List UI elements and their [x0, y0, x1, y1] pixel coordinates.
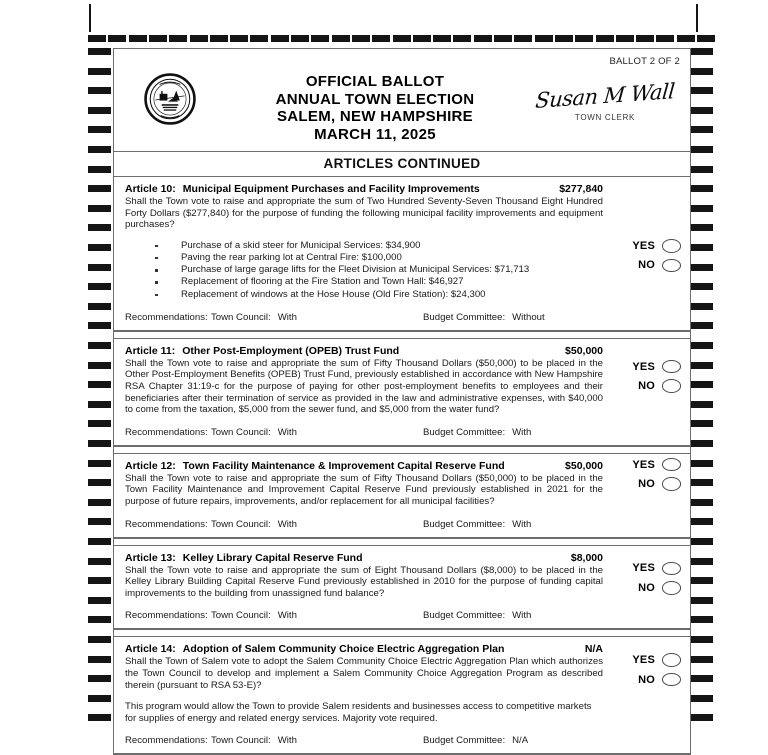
timing-mark	[88, 695, 111, 702]
town-council-value: With	[277, 518, 297, 530]
vote-row-yes[interactable]	[613, 239, 681, 253]
timing-mark	[690, 440, 713, 447]
budget-committee-label: Budget Committee:	[423, 426, 506, 438]
article-bullet-item: Purchase of a skid steer for Municipal Services: $34,900	[155, 240, 603, 252]
timing-mark	[413, 35, 431, 42]
timing-mark	[690, 87, 713, 94]
vote-oval-no[interactable]	[662, 259, 681, 273]
town-council-value: With	[277, 735, 297, 747]
town-council-label: Town Council:	[211, 311, 271, 323]
ballot-title-block	[220, 71, 530, 143]
title-line-2: ANNUAL TOWN ELECTION	[275, 90, 475, 108]
article-amount: $277,840	[559, 183, 603, 195]
timing-mark	[88, 558, 111, 565]
article-separator	[114, 629, 690, 637]
article-number: Article 13:	[125, 551, 176, 564]
timing-mark	[690, 636, 713, 643]
articles-list	[114, 177, 690, 754]
timing-mark	[690, 499, 713, 506]
timing-mark	[690, 68, 713, 75]
timing-mark	[690, 107, 713, 114]
timing-mark	[555, 35, 573, 42]
article-heading	[125, 183, 603, 196]
recommendations-label: Recommendations:	[125, 426, 208, 438]
budget-committee-recommendation	[423, 312, 603, 323]
timing-mark	[690, 460, 713, 467]
town-clerk-signature-block	[530, 71, 680, 122]
article-heading	[125, 345, 603, 358]
budget-committee-recommendation	[423, 735, 603, 746]
timing-mark	[690, 185, 713, 192]
article-amount: $8,000	[570, 551, 603, 564]
town-council-label: Town Council:	[211, 426, 271, 438]
timing-mark	[88, 224, 111, 231]
vote-options-group	[613, 458, 681, 497]
timing-mark	[149, 35, 167, 42]
timing-mark	[690, 126, 713, 133]
recommendations-row	[125, 427, 681, 438]
timing-mark	[88, 205, 111, 212]
town-council-recommendation	[211, 519, 423, 530]
timing-mark	[690, 558, 713, 565]
timing-mark	[690, 381, 713, 388]
timing-mark	[690, 675, 713, 682]
vote-row-no[interactable]	[613, 673, 681, 687]
article-number: Article 14:	[125, 643, 176, 656]
timing-mark	[690, 695, 713, 702]
article-12	[114, 454, 690, 538]
vote-oval-no[interactable]	[662, 477, 681, 491]
timing-mark	[690, 342, 713, 349]
vote-options-group	[613, 360, 681, 399]
article-14	[114, 637, 690, 754]
article-heading	[125, 460, 603, 473]
article-separator	[114, 331, 690, 339]
vote-row-yes[interactable]	[613, 562, 681, 576]
timing-mark	[690, 48, 713, 55]
timing-mark	[690, 538, 713, 545]
article-amount: N/A	[584, 643, 603, 656]
timing-mark	[291, 35, 309, 42]
vote-label-yes: YES	[632, 654, 655, 667]
article-text: Shall the Town vote to raise and appropriate the sum of Eight Thousand Dollars ($8,000) to be placed in the Kelley Library Building Capital Reserve Fund previously established in 2010 for the purpose of funding capital improvements to the building from unassigned fund balance?	[125, 564, 603, 599]
title-line-4: MARCH 11, 2025	[314, 125, 436, 143]
article-bullet-item: Replacement of windows at the Hose House (Old Fire Station): $24,300	[155, 289, 603, 301]
timing-mark	[690, 479, 713, 486]
article-text: Shall the Town vote to raise and appropriate the sum of Two Hundred Seventy-Seven Thousand Eight Hundred Forty Dollars ($277,840) for the purpose of funding the following municipal facility improvements and equipment purchases?	[125, 196, 603, 231]
vote-label-no: NO	[638, 259, 655, 272]
vote-oval-yes[interactable]	[662, 458, 681, 472]
timing-mark	[88, 675, 111, 682]
timing-mark	[311, 35, 329, 42]
recommendations-label: Recommendations:	[125, 311, 208, 323]
town-council-value: With	[277, 311, 297, 323]
vote-label-yes: YES	[632, 458, 655, 471]
timing-mark	[690, 656, 713, 663]
town-council-label: Town Council:	[211, 610, 271, 622]
timing-mark	[690, 146, 713, 153]
timing-mark	[88, 714, 111, 721]
timing-mark	[372, 35, 390, 42]
timing-mark	[690, 518, 713, 525]
seal-container	[124, 71, 220, 130]
recommendations-row	[125, 312, 681, 323]
town-council-label: Town Council:	[211, 735, 271, 747]
timing-mark	[88, 577, 111, 584]
town-clerk-signature: Susan M Wall	[534, 79, 676, 113]
budget-committee-recommendation	[423, 519, 603, 530]
timing-mark	[596, 35, 614, 42]
budget-committee-value: N/A	[512, 735, 529, 747]
vote-oval-yes[interactable]	[662, 360, 681, 374]
town-council-label: Town Council:	[211, 518, 271, 530]
timing-mark	[453, 35, 471, 42]
timing-mark	[88, 264, 111, 271]
article-amount: $50,000	[565, 344, 603, 357]
budget-committee-label: Budget Committee:	[423, 610, 506, 622]
timing-mark	[230, 35, 248, 42]
article-body	[125, 552, 681, 600]
timing-mark	[88, 107, 111, 114]
article-heading	[125, 552, 603, 565]
title-line-1: OFFICIAL BALLOT	[305, 73, 445, 90]
timing-mark	[535, 35, 553, 42]
vote-row-no[interactable]	[613, 259, 681, 273]
ballot-frame	[113, 48, 691, 755]
budget-committee-value: With	[512, 518, 532, 530]
vote-options-group	[613, 562, 681, 601]
article-10	[114, 177, 690, 331]
vote-row-no[interactable]	[613, 477, 681, 491]
timing-mark	[190, 35, 208, 42]
vote-label-no: NO	[638, 478, 655, 491]
timing-mark	[332, 35, 350, 42]
timing-mark	[88, 479, 111, 486]
budget-committee-recommendation	[423, 610, 603, 621]
timing-mark	[88, 303, 111, 310]
vote-label-yes: YES	[632, 239, 655, 252]
article-text-secondary: This program would allow the Town to provide Salem residents and businesses access to competitive markets for supplies of energy and related energy services. Majority vote required.	[125, 701, 592, 724]
article-separator	[114, 538, 690, 546]
ballot-sequence-label: BALLOT 2 OF 2	[609, 56, 680, 67]
timing-mark	[690, 322, 713, 329]
timing-mark	[88, 283, 111, 290]
town-council-recommendation	[211, 735, 423, 746]
article-title: Adoption of Salem Community Choice Electric Aggregation Plan	[182, 643, 505, 656]
timing-mark	[88, 499, 111, 506]
budget-committee-label: Budget Committee:	[423, 311, 506, 323]
article-body	[125, 183, 681, 301]
timing-mark	[393, 35, 411, 42]
timing-mark	[88, 166, 111, 173]
timing-mark	[690, 224, 713, 231]
recommendations-label: Recommendations:	[125, 518, 208, 530]
timing-mark	[88, 401, 111, 408]
timing-mark	[690, 577, 713, 584]
article-text: Shall the Town vote to raise and appropriate the sum of Fifty Thousand Dollars ($50,000) to be placed in the Other Post-Employment Benefits (OPEB) Trust Fund, previously established in accordance with New Hampshire RSA Chapter 31:19-c for the purpose of paying for other post-employment benefits to employees and their beneficiaries after their termination of service as provided in the law and administrative expenses, with $40,000 to come from the taxation, $5,000 from the sewer fund, and $5,000 from the water fund?	[125, 357, 603, 416]
timing-mark	[88, 440, 111, 447]
timing-mark	[88, 616, 111, 623]
town-seal-icon	[144, 73, 196, 125]
vote-label-yes: YES	[632, 360, 655, 373]
article-bullet-item: Replacement of flooring at the Fire Station and Town Hall: $46,927	[155, 276, 603, 288]
timing-mark	[690, 205, 713, 212]
article-amount: $50,000	[565, 459, 603, 472]
article-number: Article 11:	[125, 344, 176, 357]
timing-mark	[88, 538, 111, 545]
article-text: Shall the Town of Salem vote to adopt the Salem Community Choice Electric Aggregation Plan which authorizes the Town Council to develop and implement a Salem Community Choice Aggregation Program as described therein (pursuant to RSA 53-E)?	[125, 656, 603, 691]
timing-mark	[129, 35, 147, 42]
article-body	[125, 643, 681, 724]
vote-label-yes: YES	[632, 562, 655, 575]
budget-committee-recommendation	[423, 427, 603, 438]
title-line-3: SALEM, NEW HAMPSHIRE	[276, 108, 473, 125]
article-13	[114, 546, 690, 630]
timing-mark	[690, 166, 713, 173]
vote-options-group	[613, 653, 681, 692]
timing-mark	[433, 35, 451, 42]
article-11	[114, 339, 690, 446]
timing-marks-right	[690, 0, 720, 731]
timing-mark	[88, 460, 111, 467]
recommendations-label: Recommendations:	[125, 735, 208, 747]
vote-label-no: NO	[638, 380, 655, 393]
timing-mark	[88, 146, 111, 153]
timing-mark	[88, 48, 111, 55]
timing-mark	[88, 126, 111, 133]
timing-mark	[514, 35, 532, 42]
timing-mark	[88, 362, 111, 369]
timing-mark	[271, 35, 289, 42]
timing-mark	[636, 35, 654, 42]
article-title: Other Post-Employment (OPEB) Trust Fund	[182, 344, 400, 357]
timing-mark	[88, 68, 111, 75]
article-bullet-list	[125, 240, 603, 301]
town-council-recommendation	[211, 427, 423, 438]
timing-mark	[690, 616, 713, 623]
vote-label-no: NO	[638, 581, 655, 594]
timing-mark	[690, 401, 713, 408]
timing-mark	[690, 714, 713, 721]
vote-oval-yes[interactable]	[662, 239, 681, 253]
timing-mark	[88, 656, 111, 663]
vote-row-yes[interactable]	[613, 458, 681, 472]
article-separator	[114, 446, 690, 454]
budget-committee-value: With	[512, 610, 532, 622]
timing-mark	[690, 244, 713, 251]
vote-options-group	[613, 239, 681, 278]
recommendations-row	[125, 610, 681, 621]
budget-committee-value: With	[512, 426, 532, 438]
vote-oval-yes[interactable]	[662, 562, 681, 576]
town-council-value: With	[277, 426, 297, 438]
article-number: Article 10:	[125, 183, 176, 195]
recommendations-row	[125, 519, 681, 530]
timing-mark	[616, 35, 634, 42]
town-council-recommendation	[211, 610, 423, 621]
vote-row-no[interactable]	[613, 379, 681, 393]
timing-mark	[690, 420, 713, 427]
recommendations-row	[125, 735, 681, 746]
article-title: Kelley Library Capital Reserve Fund	[182, 551, 363, 564]
vote-oval-no[interactable]	[662, 581, 681, 595]
vote-oval-no[interactable]	[662, 379, 681, 393]
vote-oval-no[interactable]	[662, 673, 681, 687]
timing-mark	[575, 35, 593, 42]
article-number: Article 12:	[125, 459, 176, 472]
vote-row-yes[interactable]	[613, 653, 681, 667]
budget-committee-label: Budget Committee:	[423, 735, 506, 747]
articles-continued-banner: ARTICLES CONTINUED	[114, 152, 690, 177]
timing-mark	[494, 35, 512, 42]
article-text: Shall the Town vote to raise and appropriate the sum of Fifty Thousand Dollars ($50,000) to be placed in the Town Facility Maintenance and Improvement Capital Reserve Fund previously established in 2021 for the purpose of future repairs, improvements, and/or replacement for all municipal facilities?	[125, 472, 603, 507]
timing-mark	[88, 87, 111, 94]
vote-row-no[interactable]	[613, 581, 681, 595]
timing-mark	[250, 35, 268, 42]
timing-mark	[690, 264, 713, 271]
timing-marks-top	[88, 35, 713, 43]
timing-mark	[88, 322, 111, 329]
timing-mark	[690, 283, 713, 290]
timing-mark	[352, 35, 370, 42]
ballot-masthead	[114, 49, 690, 152]
timing-mark	[656, 35, 674, 42]
article-heading	[125, 643, 603, 656]
budget-committee-value: Without	[512, 311, 545, 323]
timing-mark	[88, 636, 111, 643]
vote-label-no: NO	[638, 673, 655, 686]
timing-mark	[88, 518, 111, 525]
timing-mark	[88, 597, 111, 604]
budget-committee-label: Budget Committee:	[423, 518, 506, 530]
article-title: Town Facility Maintenance & Improvement Capital Reserve Fund	[182, 459, 505, 472]
timing-mark	[210, 35, 228, 42]
article-title: Municipal Equipment Purchases and Facility Improvements	[182, 183, 480, 195]
article-bullet-item: Purchase of large garage lifts for the Fleet Division at Municipal Services: $71,713	[155, 264, 603, 276]
timing-mark	[88, 244, 111, 251]
article-body	[125, 460, 681, 508]
article-body	[125, 345, 681, 416]
timing-mark	[88, 342, 111, 349]
vote-row-yes[interactable]	[613, 360, 681, 374]
vote-oval-yes[interactable]	[662, 653, 681, 667]
timing-mark	[690, 303, 713, 310]
timing-mark	[690, 597, 713, 604]
recommendations-label: Recommendations:	[125, 610, 208, 622]
town-clerk-role-label: TOWN CLERK	[574, 113, 636, 122]
timing-mark	[88, 185, 111, 192]
town-council-recommendation	[211, 312, 423, 323]
timing-mark	[690, 362, 713, 369]
timing-mark	[474, 35, 492, 42]
timing-mark	[88, 420, 111, 427]
timing-mark	[88, 381, 111, 388]
article-bullet-item: Paving the rear parking lot at Central Fire: $100,000	[155, 252, 603, 264]
timing-mark	[169, 35, 187, 42]
town-council-value: With	[277, 610, 297, 622]
